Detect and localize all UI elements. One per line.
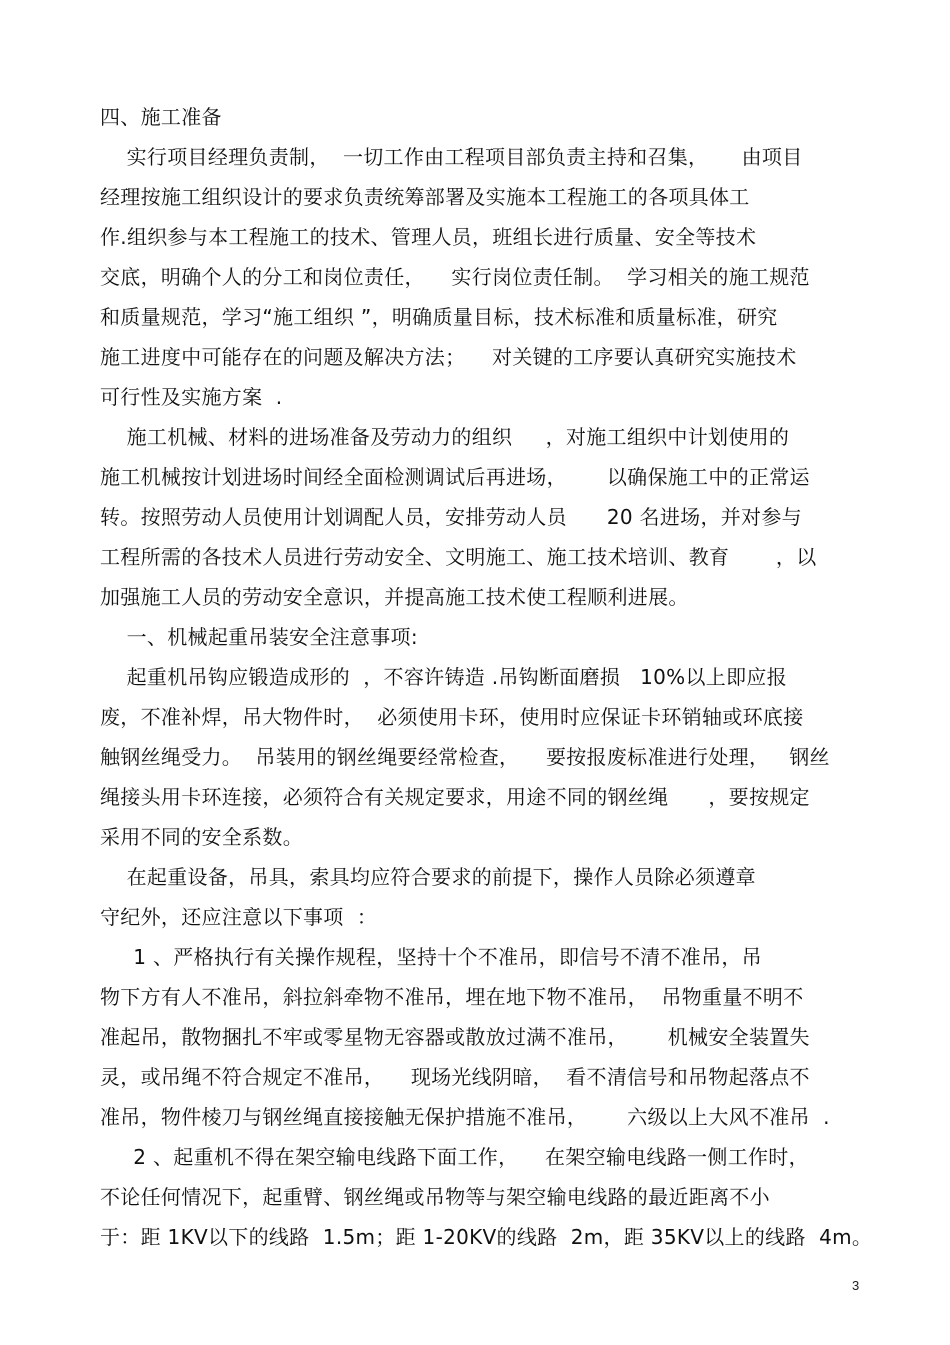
section-heading: 四、施工准备 (100, 105, 222, 129)
text-line: 物下方有人不准吊，斜拉斜牵物不准吊，埋在地下物不准吊， 吊物重量不明不 (100, 985, 804, 1009)
text-line: 加强施工人员的劳动安全意识，并提高施工技术使工程顺利进展。 (100, 585, 689, 609)
text-line: 转。按照劳动人员使用计划调配人员，安排劳动人员 20 名进场，并对参与 (100, 505, 802, 529)
text-line: 可行性及实施方案 . (100, 385, 283, 409)
text-line: 施工进度中可能存在的问题及解决方法； 对关键的工序要认真研究实施技术 (100, 345, 797, 369)
text-line: 工程所需的各技术人员进行劳动安全、文明施工、施工技术培训、教育 ，以 (100, 545, 817, 569)
text-line: 不论任何情况下，起重臂、钢丝绳或吊物等与架空输电线路的最近距离不小 (100, 1185, 770, 1209)
text-line: 施工机械按计划进场时间经全面检测调试后再进场， 以确保施工中的正常运 (100, 465, 810, 489)
subsection-heading: 一、机械起重吊装安全注意事项: (100, 625, 418, 649)
text-line: 灵，或吊绳不符合规定不准吊， 现场光线阴暗， 看不清信号和吊物起落点不 (100, 1065, 810, 1089)
text-line: 准起吊，散物捆扎不牢或零星物无容器或散放过满不准吊， 机械安全装置失 (100, 1025, 810, 1049)
text-line: 和质量规范，学习“施工组织 ”，明确质量目标，技术标准和质量标准，研究 (100, 305, 778, 329)
text-line: 准吊，物件棱刀与钢丝绳直接接触无保护措施不准吊， 六级以上大风不准吊 . (100, 1105, 830, 1129)
text-line: 守纪外，还应注意以下事项 ： (100, 905, 378, 929)
text-line: 废，不准补焊，吊大物件时， 必须使用卡环，使用时应保证卡环销轴或环底接 (100, 705, 804, 729)
text-line: 起重机吊钩应锻造成形的 ，不容许铸造 .吊钩断面磨损 10%以上即应报 (100, 665, 787, 689)
list-item: 1 、严格执行有关操作规程，坚持十个不准吊，即信号不清不准吊，吊 (100, 945, 762, 969)
text-line: 于：距 1KV以下的线路 1.5m；距 1-20KV的线路 2m，距 35KV以上的线路 4m。 (100, 1225, 873, 1249)
text-line: 触钢丝绳受力。 吊装用的钢丝绳要经常检查， 要按报废标准进行处理， 钢丝 (100, 745, 830, 769)
list-item: 2 、起重机不得在架空输电线路下面工作， 在架空输电线路一侧工作时， (100, 1145, 809, 1169)
text-line: 采用不同的安全系数。 (100, 825, 303, 849)
text-line: 实行项目经理负责制， 一切工作由工程项目部负责主持和召集， 由项目 (100, 145, 803, 169)
text-line: 施工机械、材料的进场准备及劳动力的组织 ，对施工组织中计划使用的 (100, 425, 790, 449)
text-line: 交底，明确个人的分工和岗位责任， 实行岗位责任制。 学习相关的施工规范 (100, 265, 810, 289)
text-line: 绳接头用卡环连接，必须符合有关规定要求，用途不同的钢丝绳 ，要按规定 (100, 785, 810, 809)
text-line: 作.组织参与本工程施工的技术、管理人员，班组长进行质量、安全等技术 (100, 225, 757, 249)
page-number: 3 (852, 1278, 860, 1293)
text-line: 经理按施工组织设计的要求负责统筹部署及实施本工程施工的各项具体工 (100, 185, 750, 209)
text-line: 在起重设备，吊具，索具均应符合要求的前提下，操作人员除必须遵章 (100, 865, 756, 889)
